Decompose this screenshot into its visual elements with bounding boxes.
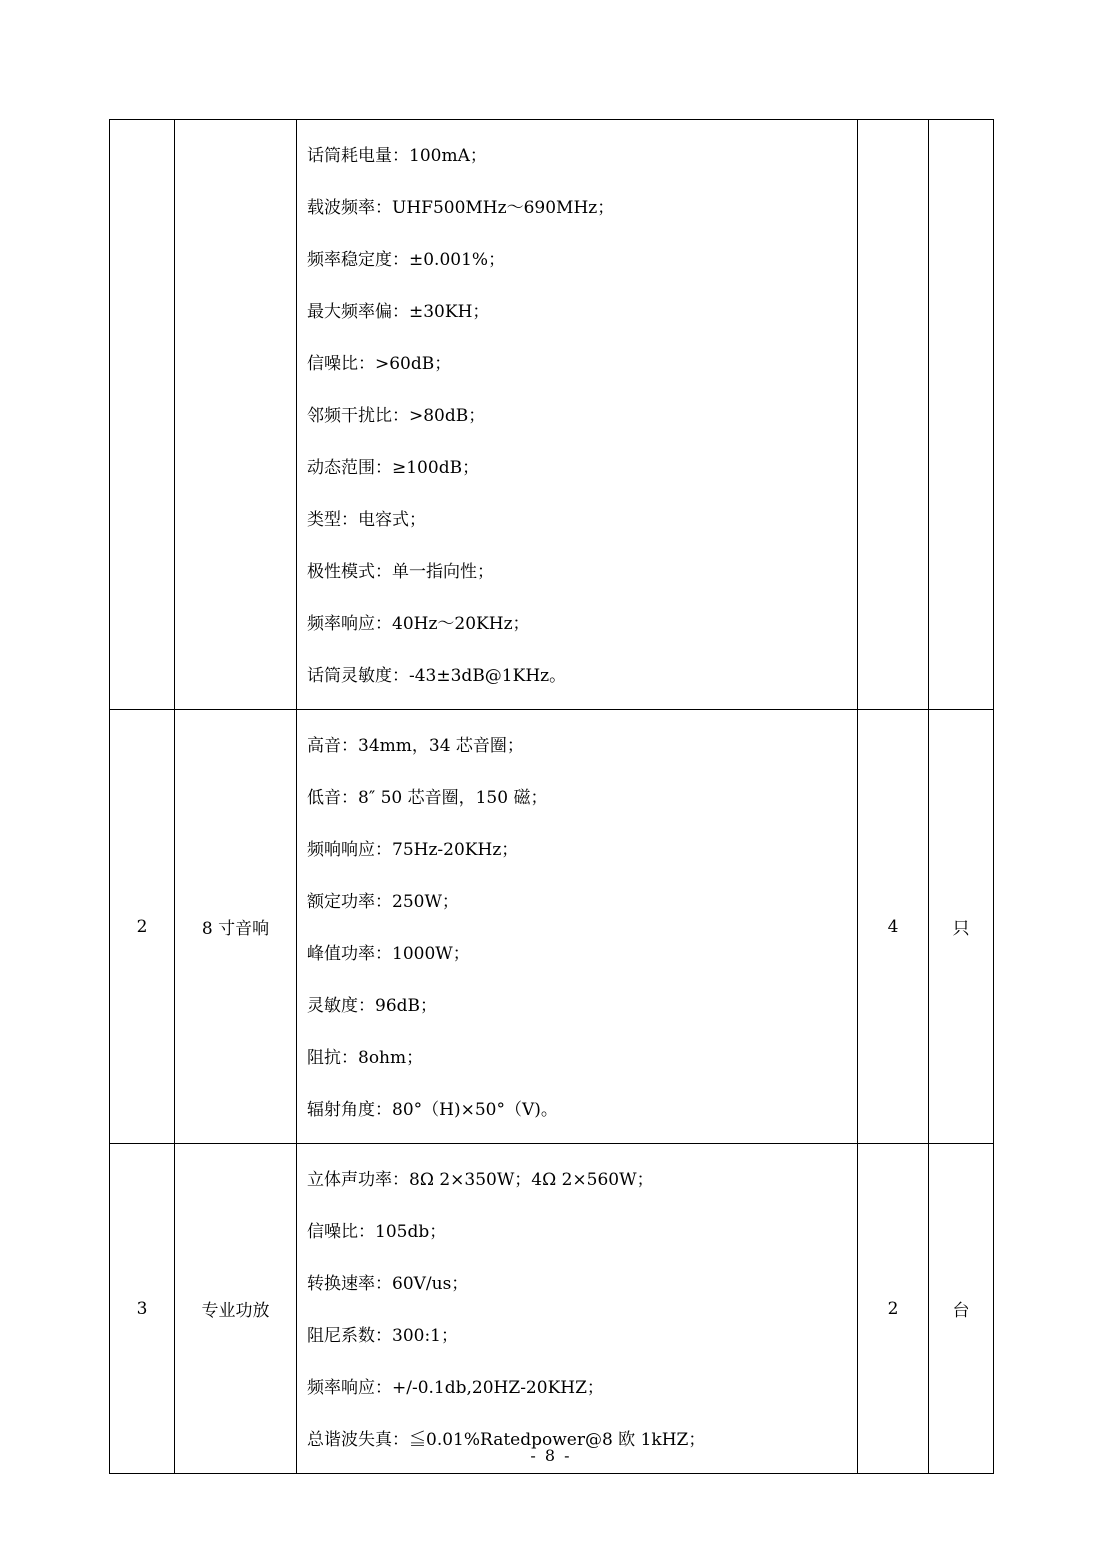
- page-number: - 8 -: [530, 1446, 572, 1465]
- param-line: 额定功率：250W；: [307, 892, 459, 912]
- param-line: 低音：8″ 50 芯音圈，150 磁；: [307, 788, 548, 808]
- param-line: 信噪比：>60dB；: [307, 354, 452, 374]
- param-line: 邻频干扰比：>80dB；: [307, 406, 486, 426]
- param-line: 高音：34mm，34 芯音圈；: [307, 736, 524, 756]
- quantity: [858, 120, 929, 710]
- spec-params: [297, 710, 858, 1144]
- param-line: 阻抗：8ohm；: [307, 1048, 424, 1068]
- unit: 台: [929, 1144, 994, 1474]
- spec-params: [297, 1144, 858, 1474]
- product-name: [175, 120, 297, 710]
- param-line: 峰值功率：1000W；: [307, 944, 470, 964]
- row-index: 2: [110, 710, 175, 1144]
- param-line: 频率响应：40Hz～20KHz；: [307, 614, 530, 634]
- param-line: 类型：电容式；: [307, 510, 426, 530]
- param-line: 信噪比：105db；: [307, 1222, 447, 1242]
- unit: [929, 120, 994, 710]
- spec-table: [109, 119, 994, 1474]
- param-line: 辐射角度：80°（H)×50°（V)。: [307, 1100, 558, 1120]
- param-line: 灵敏度：96dB；: [307, 996, 438, 1016]
- param-line: 动态范围：≥100dB；: [307, 458, 480, 478]
- param-line: 最大频率偏：±30KH；: [307, 302, 490, 322]
- table-row: [110, 710, 994, 1144]
- param-line: 频率稳定度：±0.001%；: [307, 250, 506, 270]
- row-index: 3: [110, 1144, 175, 1474]
- param-line: 转换速率：60V/us；: [307, 1274, 469, 1294]
- product-name: 专业功放: [175, 1144, 297, 1474]
- table-row: [110, 1144, 994, 1474]
- param-line: 阻尼系数：300:1；: [307, 1326, 458, 1346]
- quantity: 2: [858, 1144, 929, 1474]
- param-line: 话筒耗电量：100mA；: [307, 146, 487, 166]
- unit: 只: [929, 710, 994, 1144]
- table-row: [110, 120, 994, 710]
- param-line: 立体声功率：8Ω 2×350W；4Ω 2×560W；: [307, 1170, 654, 1190]
- quantity: 4: [858, 710, 929, 1144]
- param-line: 总谐波失真：≦0.01%Ratedpower@8 欧 1kHZ；: [307, 1430, 706, 1450]
- row-index: [110, 120, 175, 710]
- param-line: 话筒灵敏度：-43±3dB@1KHz。: [307, 666, 567, 686]
- param-line: 频率响应：+/-0.1db,20HZ-20KHZ；: [307, 1378, 604, 1398]
- param-line: 载波频率：UHF500MHz～690MHz；: [307, 198, 615, 218]
- param-line: 极性模式：单一指向性；: [307, 562, 494, 582]
- param-line: 频响响应：75Hz-20KHz；: [307, 840, 519, 860]
- product-name: 8 寸音响: [175, 710, 297, 1144]
- spec-params: [297, 120, 858, 710]
